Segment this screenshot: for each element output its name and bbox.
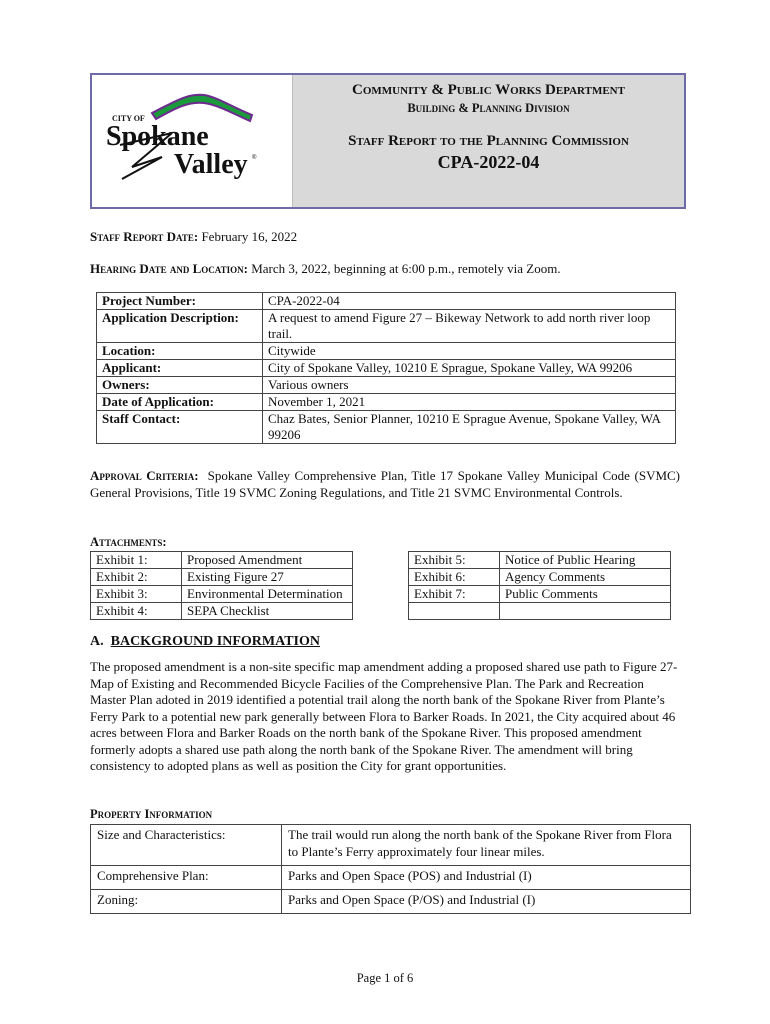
size-characteristics-value: The trail would run along the north bank of the Spokane River from Flora to Plante’s Ferry approximately four linear miles. [282,825,691,866]
zoning-value: Parks and Open Space (P/OS) and Industrial (I) [282,890,691,914]
project-number-value: CPA-2022-04 [263,293,676,310]
table-row [97,293,676,310]
table-row [409,603,671,620]
section-a-heading [90,634,320,650]
table-row [91,569,353,586]
staff-report-date-value: February 16, 2022 [201,229,298,244]
location-value: Citywide [263,343,676,360]
date-of-application-value: November 1, 2021 [263,394,676,411]
hearing-value: March 3, 2022, beginning at 6:00 p.m., remotely via Zoom. [251,261,561,276]
exhibit-title: SEPA Checklist [182,603,353,620]
project-details-table [96,292,676,444]
application-description-key: Application Description: [97,310,263,343]
exhibit-label: Exhibit 1: [91,552,182,569]
exhibit-label: Exhibit 4: [91,603,182,620]
exhibit-title: Proposed Amendment [182,552,353,569]
department-name: Community & Public Works Department [352,82,625,98]
staff-contact-key: Staff Contact: [97,411,263,444]
logo-valley: Valley [174,149,248,180]
logo-registered: ® [252,155,257,161]
logo-spokane: Spokane [106,121,209,152]
case-number: CPA-2022-04 [437,152,540,172]
owners-value: Various owners [263,377,676,394]
project-number-key: Project Number: [97,293,263,310]
attachments-table-left [90,551,353,620]
location-key: Location: [97,343,263,360]
table-row [91,603,353,620]
table-row [97,377,676,394]
table-row [97,310,676,343]
section-a-letter: A. [90,634,104,649]
table-row [97,360,676,377]
table-row [91,552,353,569]
approval-criteria-label: Approval Criteria: [90,468,199,483]
staff-report-date-label: Staff Report Date: [90,229,199,244]
hearing-info [90,261,561,277]
background-paragraph: The proposed amendment is a non-site specific map amendment adding a proposed shared use path to Figure 27-Map of Existing and Recommended Bicycle Facilies of the Comprehensive Plan. The Park and Recreation Master Plan adoted in 2019 identified a potential trail along the north bank of the Spokane River from Plante’s Ferry Park to a potential new park generally between Flora to Barker Roads. In 2021, the City acquired about 46 acres between Flora and Barker Roads on the north bank of the Spokane River. This proposed amendment formerly adopts a shared use path along the north bank of the Spokane River. The amendment will bring consistency to adopted plans as well as position the City for grant opportunities. [90,659,678,773]
table-row [409,569,671,586]
exhibit-title: Environmental Determination [182,586,353,603]
table-row [97,343,676,360]
approval-criteria [90,468,680,501]
report-header [90,73,686,209]
attachments-table-right [408,551,671,620]
attachments-label: Attachments: [90,535,167,549]
table-row [409,586,671,603]
table-row [91,890,691,914]
staff-report-date [90,229,297,245]
zoning-key: Zoning: [91,890,282,914]
table-row [97,394,676,411]
approval-criteria-text: Spokane Valley Comprehensive Plan, Title 17 Spokane Valley Municipal Code (SVMC) General Provisions, Title 19 SVMC Zoning Regulations, and Title 21 SVMC Environmental Controls. [90,468,681,500]
exhibit-title: Existing Figure 27 [182,569,353,586]
applicant-value: City of Spokane Valley, 10210 E Sprague, Spokane Valley, WA 99206 [263,360,676,377]
report-title: Staff Report to the Planning Commission [348,133,629,149]
table-row [91,586,353,603]
exhibit-label: Exhibit 3: [91,586,182,603]
exhibit-label: Exhibit 5: [409,552,500,569]
exhibit-label: Exhibit 2: [91,569,182,586]
division-name: Building & Planning Division [407,101,570,115]
size-characteristics-key: Size and Characteristics: [91,825,282,866]
property-table [90,824,691,914]
table-row [97,411,676,444]
spokane-valley-logo-icon [92,75,292,207]
exhibit-title: Public Comments [500,586,671,603]
property-information-label: Property Information [90,807,213,821]
staff-contact-value: Chaz Bates, Senior Planner, 10210 E Sprague Avenue, Spokane Valley, WA 99206 [263,411,676,444]
header-titles [292,75,684,207]
date-of-application-key: Date of Application: [97,394,263,411]
section-a-title: BACKGROUND INFORMATION [110,634,320,649]
hearing-label: Hearing Date and Location: [90,261,248,276]
city-logo [92,75,292,207]
exhibit-title [500,603,671,620]
exhibit-label: Exhibit 7: [409,586,500,603]
exhibit-label [409,603,500,620]
comprehensive-plan-value: Parks and Open Space (POS) and Industrial (I) [282,866,691,890]
comprehensive-plan-key: Comprehensive Plan: [91,866,282,890]
exhibit-title: Notice of Public Hearing [500,552,671,569]
applicant-key: Applicant: [97,360,263,377]
logo-city-of: CITY OF [112,114,145,123]
table-row [91,866,691,890]
exhibit-title: Agency Comments [500,569,671,586]
application-description-value: A request to amend Figure 27 – Bikeway Network to add north river loop trail. [263,310,676,343]
owners-key: Owners: [97,377,263,394]
exhibit-label: Exhibit 6: [409,569,500,586]
table-row [91,825,691,866]
page-number: Page 1 of 6 [356,971,414,985]
table-row [409,552,671,569]
